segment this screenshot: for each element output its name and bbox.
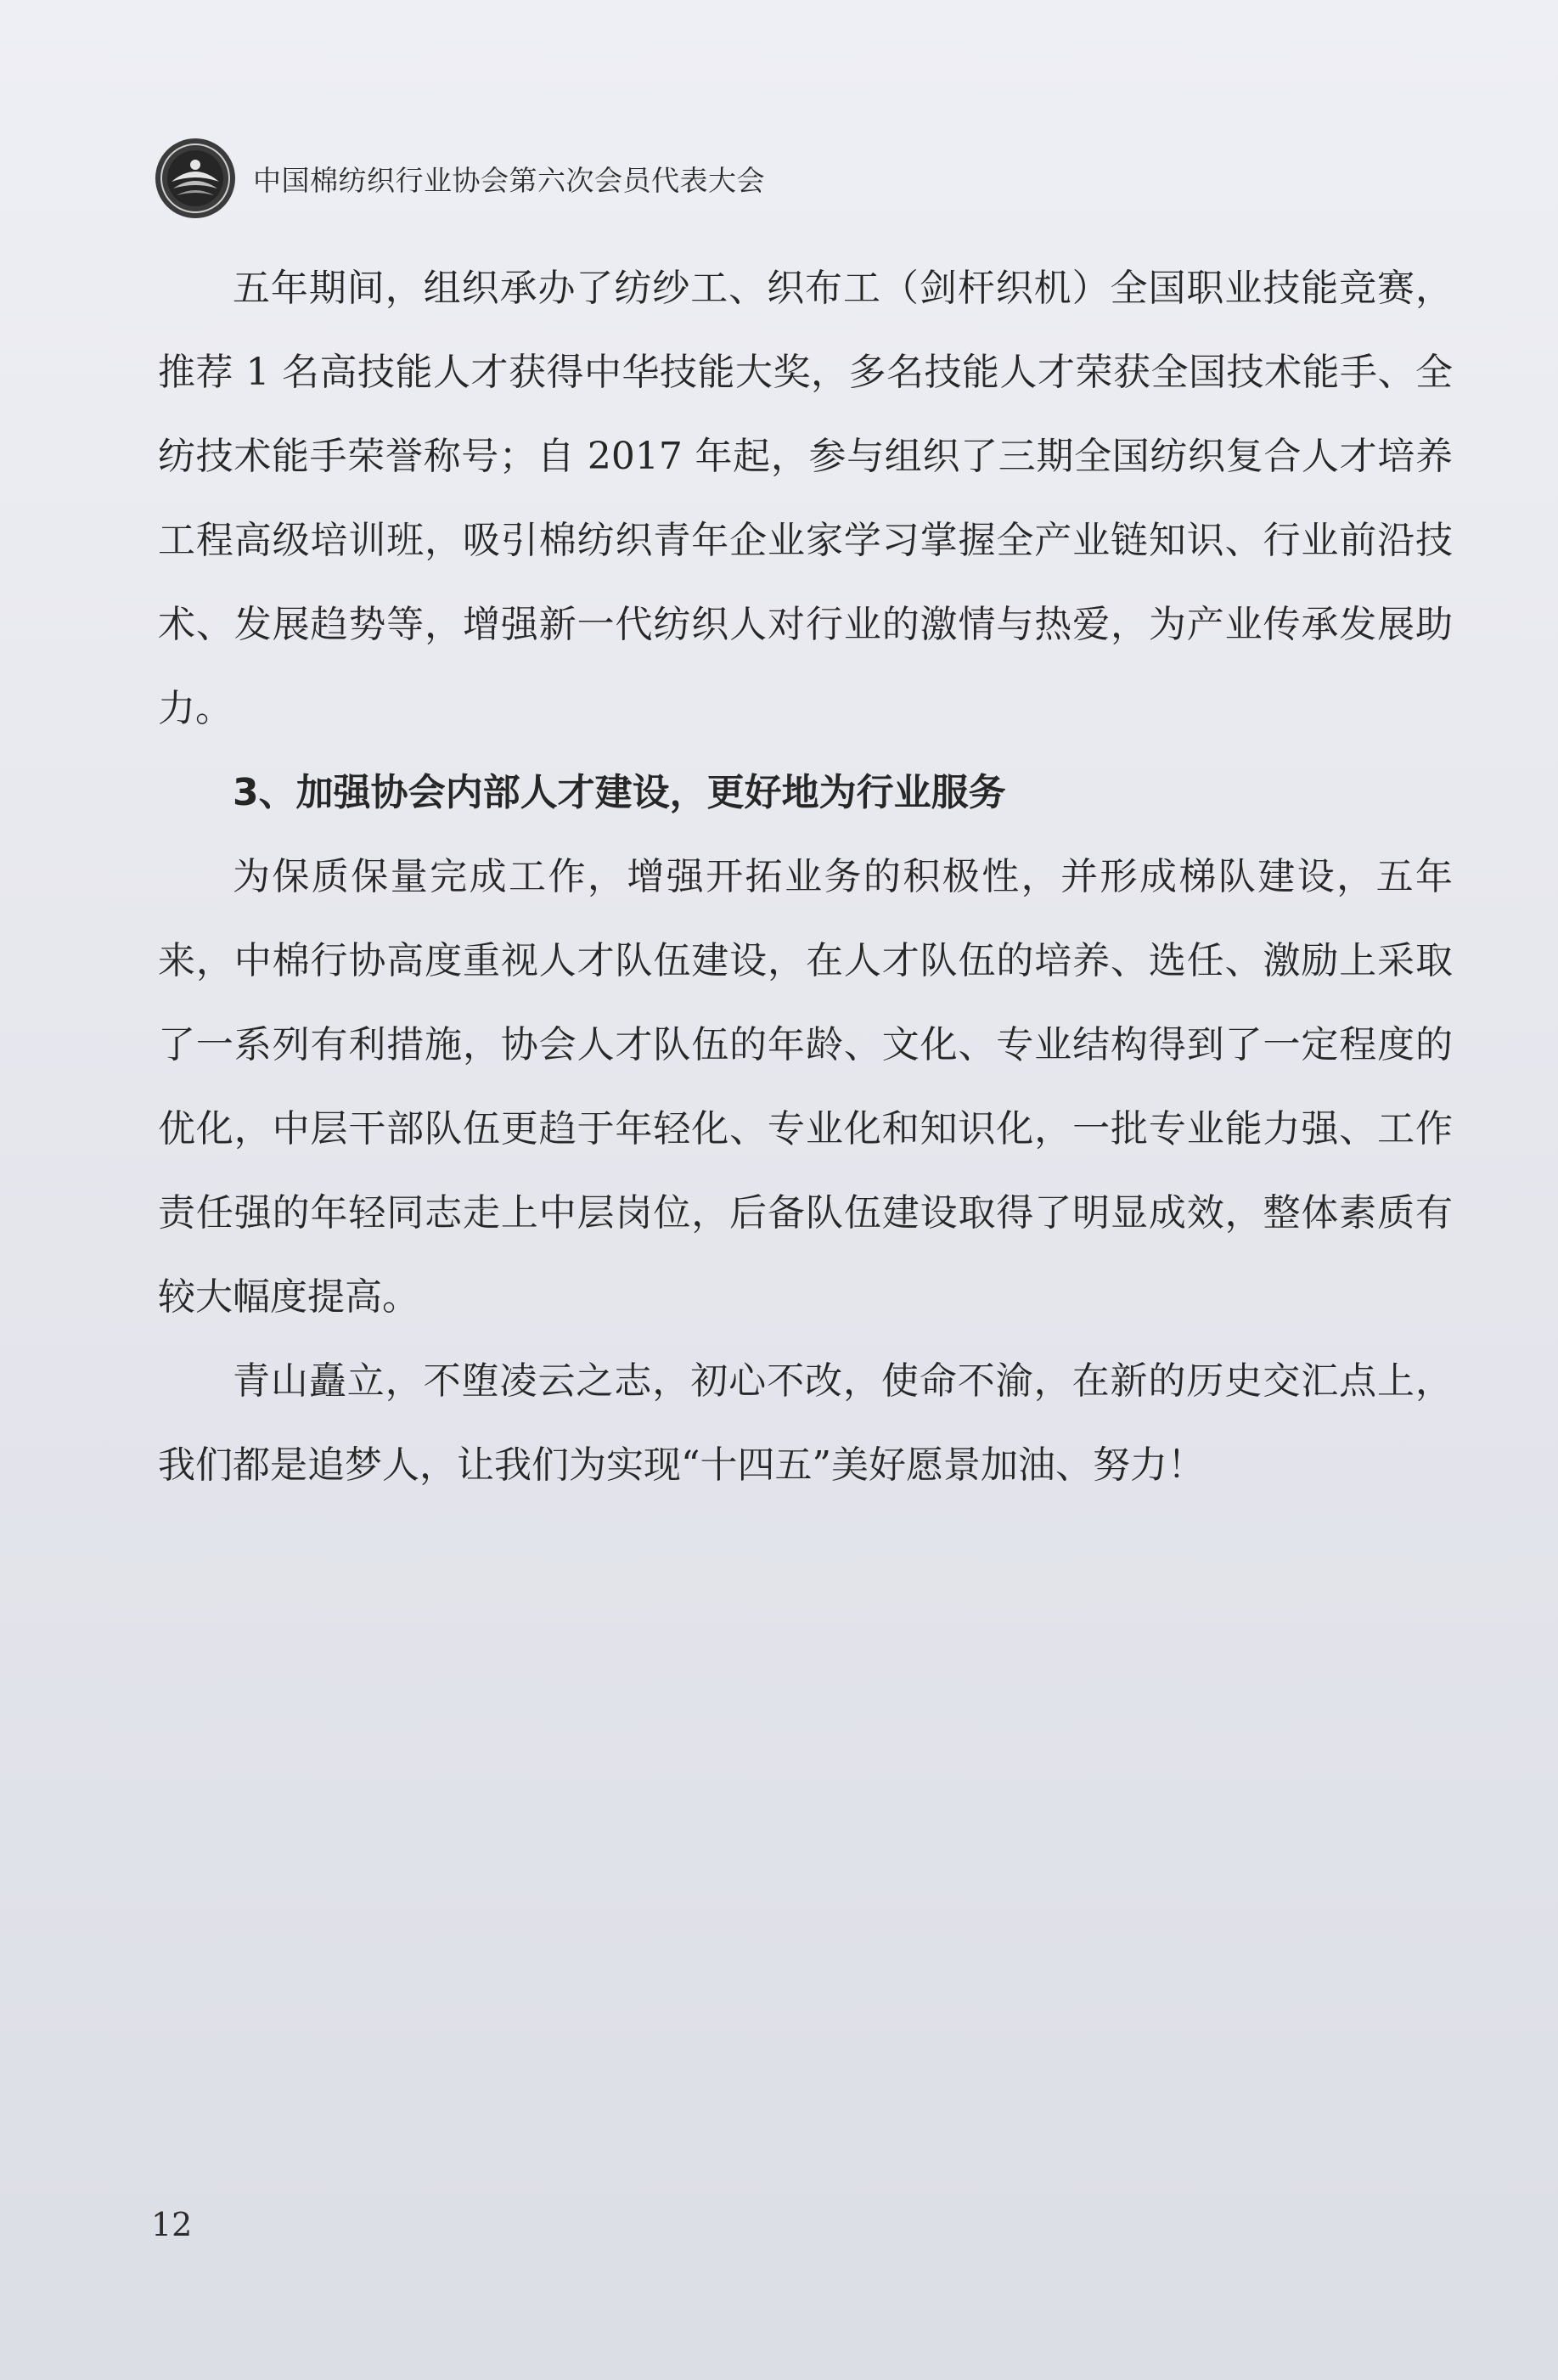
body-text [158, 246, 1453, 1507]
page-header [153, 136, 765, 221]
paragraph-closing: 青山矗立，不堕凌云之志，初心不改，使命不渝，在新的历史交汇点上，我们都是追梦人，让我们为实现“十四五”美好愿景加油、努力！ [158, 1359, 1453, 1487]
page-number: 12 [151, 2206, 193, 2243]
paragraph-skills-competition: 五年期间，组织承办了纺纱工、织布工（剑杆织机）全国职业技能竞赛，推荐 1 名高技能人才获得中华技能大奖，多名技能人才荣获全国技术能手、全纺技术能手荣誉称号；自 2017 年起，参与组织了三期全国纺织复合人才培养工程高级培训班，吸引棉纺织青年企业家学习掌握全产业链知识、行业前沿技术、发展趋势等，增强新一代纺织人对行业的激情与热爱，为产业传承发展助力。 [158, 267, 1453, 730]
paragraph-talent-building: 为保质保量完成工作，增强开拓业务的积极性，并形成梯队建设，五年来，中棉行协高度重视人才队伍建设，在人才队伍的培养、选任、激励上采取了一系列有利措施，协会人才队伍的年龄、文化、专业结构得到了一定程度的优化，中层干部队伍更趋于年轻化、专业化和知识化，一批专业能力强、工作责任强的年轻同志走上中层岗位，后备队伍建设取得了明显成效，整体素质有较大幅度提高。 [158, 855, 1453, 1319]
association-logo-icon [153, 136, 238, 221]
header-title: 中国棉纺织行业协会第六次会员代表大会 [253, 163, 765, 197]
section-heading-3: 3、加强协会内部人才建设，更好地为行业服务 [233, 771, 1006, 814]
